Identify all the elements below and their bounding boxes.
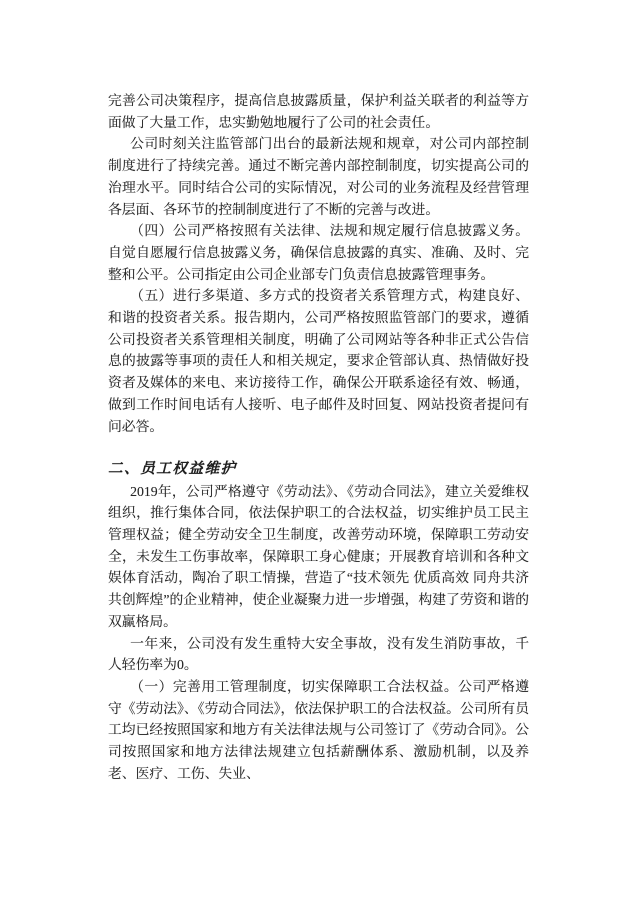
section-heading-employee-rights: 二、员工权益维护 xyxy=(108,460,237,477)
paragraph-item-5-investor-relations: （五）进行多渠道、多方式的投资者关系管理方式，构建良好、和谐的投资者关系。报告期内，公司严格按照监管部门的要求，遵循公司投资者关系管理相关制度，明确了公司网站等各种非正式公告信息的披露等事项的责任人和相关规定，要求企管部认真、热情做好投资者及媒体的来电、来访接待工作，确保公开联系途径有效、畅通，做到工作时间电话有人接听、电子邮件及时回复、网站投资者提问有问必答。 xyxy=(108,288,529,434)
paragraph-internal-control: 公司时刻关注监管部门出台的最新法规和规章，对公司内部控制制度进行了持续完善。通过不断完善内部控制制度，切实提高公司的治理水平。同时结合公司的实际情况，对公司的业务流程及经营管理各层面、各环节的控制制度进行了不断的完善与改进。 xyxy=(108,136,529,217)
paragraph-2019-labor-law: 2019年，公司严格遵守《劳动法》、《劳动合同法》，建立关爱维权组织，推行集体合同，依法保护职工的合法权益，切实维护员工民主管理权益；健全劳动安全卫生制度，改善劳动环境，保障职工劳动安全，未发生工伤事故率，保障职工身心健康；开展教育培训和各种文娱体育活动，陶冶了职工情操，营造了“技术领先 优质高效 同舟共济 共创辉煌”的企业精神，使企业凝聚力进一步增强，构建了劳资和谐的双赢格局。 xyxy=(108,483,529,629)
paragraph-continuation: 完善公司决策程序，提高信息披露质量，保护利益关联者的利益等方面做了大量工作，忠实勤勉地履行了公司的社会责任。 xyxy=(108,93,529,130)
paragraph-item-4-disclosure: （四）公司严格按照有关法律、法规和规定履行信息披露义务。自觉自愿履行信息披露义务，确保信息披露的真实、准确、及时、完整和公平。公司指定由公司企业部专门负责信息披露管理事务。 xyxy=(108,223,529,282)
paragraph-safety-record: 一年来，公司没有发生重特大安全事故，没有发生消防事故，千人轻伤率为0。 xyxy=(108,635,529,673)
paragraph-item-1-employment-system: （一）完善用工管理制度，切实保障职工合法权益。公司严格遵守《劳动法》、《劳动合同法》，依法保护职工的合法权益。公司所有员工均已经按照国家和地方有关法律法规与公司签订了《劳动合同》。公司按照国家和地方法律法规建立包括薪酬体系、激励机制，以及养老、医疗、工伤、失业、 xyxy=(108,678,529,781)
document-text xyxy=(108,90,529,784)
